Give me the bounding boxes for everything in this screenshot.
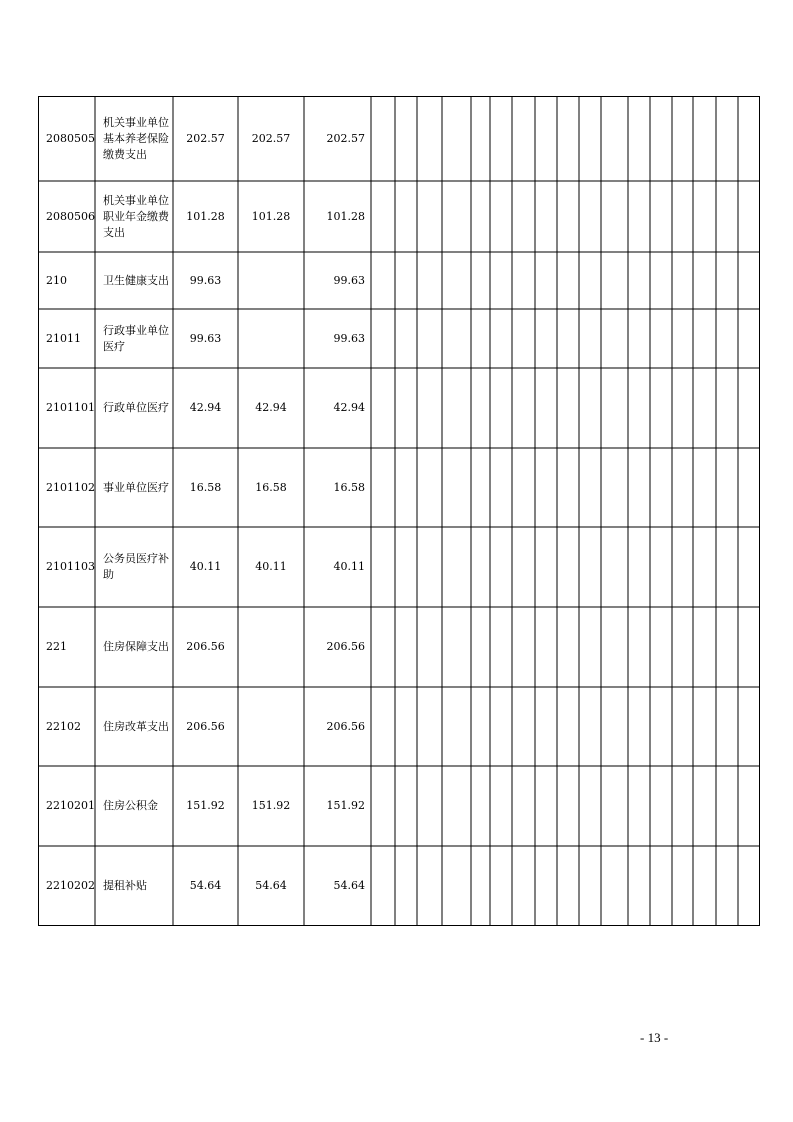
item-name-cell: 公务员医疗补助 <box>103 552 169 581</box>
subtotal-cell: 151.92 <box>326 799 365 812</box>
basic-expense-cell: 40.11 <box>255 560 287 573</box>
code-cell: 2101101 <box>46 401 95 414</box>
subtotal-cell: 206.56 <box>326 640 365 653</box>
subtotal-cell: 40.11 <box>333 560 365 573</box>
total-cell: 99.63 <box>189 273 222 287</box>
total-cell: 101.28 <box>186 209 225 223</box>
code-cell: 22102 <box>46 719 81 733</box>
basic-expense-cell: 202.57 <box>251 131 291 145</box>
code-cell: 2080506 <box>46 209 95 223</box>
code-cell: 210 <box>46 273 67 287</box>
total-cell: 99.63 <box>189 331 222 345</box>
basic-expense-cell <box>238 309 304 368</box>
code-cell: 221 <box>46 640 67 653</box>
code-cell: 2210201 <box>46 799 95 812</box>
item-name-cell: 提租补贴 <box>103 879 147 892</box>
basic-expense-cell: 101.28 <box>251 209 291 223</box>
item-name-cell: 事业单位医疗 <box>103 480 169 494</box>
total-cell: 54.64 <box>189 879 222 892</box>
total-cell: 151.92 <box>186 799 225 812</box>
budget-table <box>38 96 760 926</box>
subtotal-cell: 54.64 <box>333 879 365 892</box>
basic-expense-cell <box>238 252 304 309</box>
item-name-cell: 住房保障支出 <box>103 640 169 653</box>
basic-expense-cell <box>238 607 304 687</box>
item-name-cell: 行政单位医疗 <box>103 401 169 414</box>
code-cell: 2101103 <box>46 560 95 573</box>
total-cell: 16.58 <box>189 480 222 494</box>
basic-expense-cell: 54.64 <box>255 879 287 892</box>
code-cell: 2080505 <box>46 131 95 145</box>
code-cell: 2101102 <box>46 480 95 494</box>
basic-expense-cell: 42.94 <box>255 401 287 414</box>
item-name-cell: 机关事业单位职业年金缴费支出 <box>103 193 169 239</box>
subtotal-cell: 16.58 <box>333 480 365 494</box>
item-name-cell: 行政事业单位医疗 <box>103 323 169 353</box>
page-number: - 13 - <box>640 1030 669 1045</box>
basic-expense-cell: 151.92 <box>251 799 291 812</box>
total-cell: 202.57 <box>186 131 225 145</box>
subtotal-cell: 42.94 <box>333 401 365 414</box>
basic-expense-cell: 16.58 <box>255 480 287 494</box>
item-name-cell: 住房公积金 <box>103 799 158 812</box>
code-cell: 21011 <box>46 331 81 345</box>
basic-expense-cell <box>238 687 304 766</box>
item-name-cell: 卫生健康支出 <box>103 273 169 287</box>
subtotal-cell: 99.63 <box>333 273 365 287</box>
subtotal-cell: 99.63 <box>333 331 365 345</box>
total-cell: 40.11 <box>189 560 222 573</box>
code-cell: 2210202 <box>46 879 95 892</box>
item-name-cell: 住房改革支出 <box>103 719 169 733</box>
total-cell: 206.56 <box>186 640 225 653</box>
subtotal-cell: 202.57 <box>326 131 365 145</box>
subtotal-cell: 206.56 <box>326 719 365 733</box>
total-cell: 42.94 <box>189 401 222 414</box>
subtotal-cell: 101.28 <box>326 209 365 223</box>
total-cell: 206.56 <box>186 719 225 733</box>
item-name-cell: 机关事业单位基本养老保险缴费支出 <box>103 115 169 161</box>
